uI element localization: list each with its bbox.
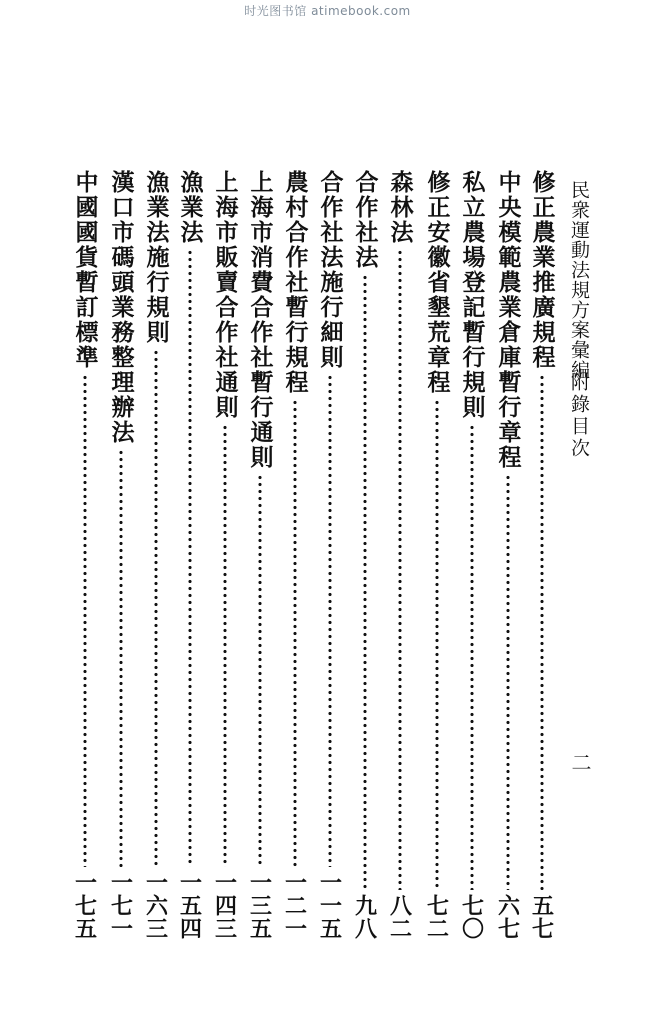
entry-page: 一三五 (246, 871, 273, 940)
dot-leader (506, 474, 510, 890)
entry-title: 農村合作社暫行規程 (281, 170, 309, 395)
section-heading: 附錄目次 (568, 372, 590, 460)
toc-entry (529, 170, 555, 940)
dot-leader (154, 349, 158, 867)
entry-page: 七二 (423, 894, 450, 940)
entry-title: 森林法 (386, 170, 414, 245)
toc-entry (108, 170, 134, 940)
toc-entry (72, 170, 98, 940)
toc-entry (495, 170, 521, 940)
entry-page: 六七 (494, 894, 521, 940)
entry-title: 上海市消費合作社暫行通則 (246, 170, 274, 470)
entry-title: 修正安徽省墾荒章程 (423, 170, 451, 395)
dot-leader (83, 374, 87, 867)
dot-leader (293, 399, 297, 867)
toc-entry (459, 170, 485, 940)
entry-page: 一七五 (71, 871, 98, 940)
toc-entry (212, 170, 238, 940)
entry-page: 五七 (528, 894, 555, 940)
dot-leader (188, 249, 192, 867)
dot-leader (470, 424, 474, 890)
toc-entry (177, 170, 203, 940)
dot-leader (435, 399, 439, 890)
entry-title: 漁業法施行規則 (142, 170, 170, 345)
toc-entry (143, 170, 169, 940)
entry-page: 一五四 (176, 871, 203, 940)
entry-page: 一七一 (107, 871, 134, 940)
toc-entry (387, 170, 413, 940)
page-number: 二 (568, 752, 592, 772)
entry-title: 私立農場登記暫行規則 (458, 170, 486, 420)
toc-entry (282, 170, 308, 940)
entry-page: 九八 (351, 894, 378, 940)
toc-entry (424, 170, 450, 940)
entry-page: 一一五 (316, 871, 343, 940)
dot-leader (223, 424, 227, 867)
entry-title: 合作社法施行細則 (316, 170, 344, 370)
site-watermark: 时光图书馆 atimebook.com (244, 4, 411, 18)
entry-title: 中國國貨暫訂標準 (71, 170, 99, 370)
dot-leader (363, 274, 367, 890)
toc-entry (247, 170, 273, 940)
entry-page: 一六三 (142, 871, 169, 940)
dot-leader (119, 449, 123, 867)
entry-page: 一四三 (211, 871, 238, 940)
entry-title: 漢口市碼頭業務整理辦法 (107, 170, 135, 445)
entry-page: 一二一 (281, 871, 308, 940)
entry-title: 修正農業推廣規程 (528, 170, 556, 370)
toc-entry (352, 170, 378, 940)
dot-leader (540, 374, 544, 890)
dot-leader (258, 474, 262, 867)
entry-title: 合作社法 (351, 170, 379, 270)
dot-leader (398, 249, 402, 890)
book-title: 民衆運動法規方案彙編 (568, 180, 590, 380)
toc-entry (317, 170, 343, 940)
entry-title: 上海市販賣合作社通則 (211, 170, 239, 420)
entry-page: 七〇 (458, 894, 485, 940)
dot-leader (328, 374, 332, 867)
entry-title: 漁業法 (176, 170, 204, 245)
entry-title: 中央模範農業倉庫暫行章程 (494, 170, 522, 470)
entry-page: 八二 (386, 894, 413, 940)
